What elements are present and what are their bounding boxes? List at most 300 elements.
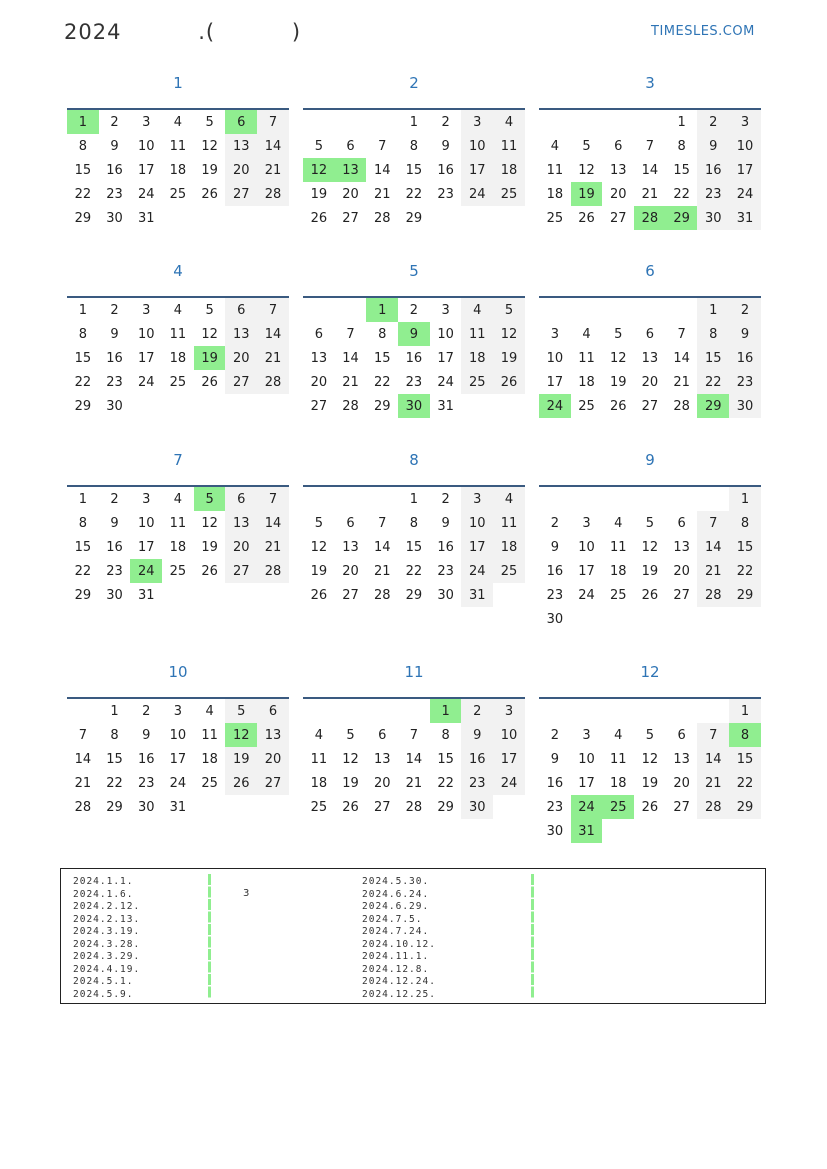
day-cell: 2 (729, 298, 761, 322)
day-cell: 8 (729, 511, 761, 535)
day-cell: 14 (342, 350, 359, 366)
day-cell: 12 (201, 515, 218, 531)
day-cell: 27 (225, 370, 257, 394)
month-title: 3 (645, 74, 655, 92)
day-cell: 18 (578, 374, 595, 390)
day-cell: 4 (582, 326, 591, 342)
holiday-date: 2024.3.19. (73, 926, 141, 937)
day-cell: 13 (225, 134, 257, 158)
day-cell: 14 (74, 751, 92, 767)
day-cell: 24 (137, 186, 155, 202)
day-cell: 16 (437, 162, 454, 178)
day-cell: 29 (437, 799, 454, 815)
day-cell: 7 (346, 326, 355, 342)
day-cell: 17 (461, 535, 493, 559)
day-cell: 1 (409, 491, 419, 507)
month-title: 12 (640, 663, 660, 681)
day-cell: 27 (673, 799, 690, 815)
day-cell: 24 (461, 182, 493, 206)
day-cell: 18 (493, 535, 525, 559)
month-grid (539, 108, 761, 230)
empty-cell (571, 699, 603, 723)
day-cell: 9 (110, 515, 119, 531)
month-grid (67, 296, 289, 418)
day-cell: 22 (729, 771, 761, 795)
day-cell: 29 (697, 394, 729, 418)
page-title: 2024 .( ) (64, 20, 302, 44)
day-cell: 12 (342, 751, 359, 767)
day-cell: 27 (342, 587, 359, 603)
day-cell: 29 (373, 398, 391, 414)
day-cell: 18 (201, 751, 218, 767)
day-cell: 18 (169, 162, 187, 178)
day-cell: 14 (257, 134, 289, 158)
day-cell: 9 (697, 134, 729, 158)
day-cell: 9 (110, 138, 119, 154)
day-cell: 26 (342, 799, 359, 815)
day-cell: 23 (106, 563, 123, 579)
month-title: 6 (645, 262, 655, 280)
day-cell: 4 (173, 491, 183, 507)
holiday-date: 2024.1.1. (73, 876, 134, 887)
day-cell: 7 (78, 727, 87, 743)
day-cell: 6 (614, 138, 623, 154)
day-cell: 12 (641, 539, 659, 555)
day-cell: 7 (378, 138, 387, 154)
day-cell: 27 (373, 799, 391, 815)
day-cell: 26 (201, 374, 218, 390)
day-cell: 5 (205, 114, 214, 130)
day-cell: 9 (441, 138, 450, 154)
day-cell: 9 (110, 326, 119, 342)
day-cell: 21 (257, 158, 289, 182)
day-cell: 6 (378, 727, 387, 743)
day-cell: 30 (697, 206, 729, 230)
day-cell: 18 (461, 346, 493, 370)
day-cell: 5 (314, 515, 323, 531)
day-cell: 20 (257, 747, 289, 771)
day-cell: 16 (729, 346, 761, 370)
empty-cell (666, 487, 698, 511)
day-cell: 1 (67, 110, 99, 134)
day-cell: 10 (137, 515, 155, 531)
day-cell: 8 (78, 515, 87, 531)
day-cell: 29 (729, 583, 761, 607)
day-cell: 16 (405, 350, 423, 366)
day-cell: 2 (441, 114, 450, 130)
day-cell: 27 (641, 398, 659, 414)
day-cell: 15 (106, 751, 123, 767)
day-cell: 15 (373, 350, 391, 366)
day-cell: 17 (137, 539, 155, 555)
day-cell: 21 (697, 559, 729, 583)
month-grid (303, 296, 525, 418)
day-cell: 23 (437, 186, 454, 202)
empty-cell (634, 487, 666, 511)
day-cell: 30 (137, 799, 155, 815)
day-cell: 7 (257, 298, 289, 322)
day-cell: 14 (641, 162, 659, 178)
day-cell: 19 (342, 775, 359, 791)
holiday-date: 2024.12.24. (362, 976, 436, 987)
day-cell: 12 (493, 322, 525, 346)
day-cell: 1 (697, 298, 729, 322)
day-cell: 22 (74, 374, 92, 390)
day-cell: 24 (461, 559, 493, 583)
day-cell: 25 (169, 186, 187, 202)
holiday-date: 2024.3.29. (73, 951, 141, 962)
day-cell: 4 (173, 114, 183, 130)
day-cell: 21 (641, 186, 659, 202)
day-cell: 31 (137, 587, 155, 603)
day-cell: 27 (310, 398, 328, 414)
day-cell: 1 (729, 487, 761, 511)
day-cell: 11 (609, 751, 627, 767)
day-cell: 26 (578, 210, 595, 226)
day-cell: 10 (493, 723, 525, 747)
holiday-date: 2024.7.24. (362, 926, 430, 937)
day-cell: 27 (342, 210, 359, 226)
day-cell: 19 (225, 747, 257, 771)
day-cell: 24 (493, 771, 525, 795)
day-cell: 31 (729, 206, 761, 230)
day-cell: 17 (169, 751, 187, 767)
day-cell: 6 (225, 487, 257, 511)
holiday-date: 2024.5.1. (73, 976, 134, 987)
day-cell: 24 (137, 374, 155, 390)
day-cell: 24 (571, 795, 603, 819)
day-cell: 2 (697, 110, 729, 134)
day-cell: 22 (106, 775, 123, 791)
day-cell: 19 (641, 775, 659, 791)
day-cell: 18 (493, 158, 525, 182)
day-cell: 18 (546, 186, 564, 202)
day-cell: 25 (609, 587, 627, 603)
day-cell: 3 (142, 114, 151, 130)
day-cell: 28 (673, 398, 690, 414)
day-cell: 24 (729, 182, 761, 206)
day-cell: 1 (729, 699, 761, 723)
day-cell: 24 (169, 775, 187, 791)
day-cell: 27 (609, 210, 627, 226)
day-cell: 30 (546, 611, 564, 627)
month-title: 5 (409, 262, 419, 280)
day-cell: 12 (225, 723, 257, 747)
day-cell: 23 (546, 587, 564, 603)
day-cell: 15 (405, 162, 423, 178)
day-cell: 14 (373, 539, 391, 555)
day-cell: 28 (257, 370, 289, 394)
day-cell: 13 (225, 322, 257, 346)
day-cell: 31 (137, 210, 155, 226)
day-cell: 15 (697, 346, 729, 370)
day-cell: 10 (461, 511, 493, 535)
day-cell: 8 (729, 723, 761, 747)
day-cell: 14 (697, 747, 729, 771)
day-cell: 8 (409, 515, 419, 531)
day-cell: 11 (493, 511, 525, 535)
empty-cell (303, 487, 335, 511)
day-cell: 8 (697, 322, 729, 346)
holiday-date: 2024.5.9. (73, 988, 134, 1000)
day-cell: 4 (493, 487, 525, 511)
empty-cell (335, 298, 367, 322)
day-cell: 28 (697, 583, 729, 607)
day-cell: 13 (609, 162, 627, 178)
holiday-date: 2024.12.25. (362, 988, 436, 1000)
day-cell: 6 (257, 699, 289, 723)
day-cell: 26 (201, 563, 218, 579)
holiday-marker-bar-left (208, 874, 211, 999)
day-cell: 4 (550, 138, 559, 154)
day-cell: 10 (169, 727, 187, 743)
day-cell: 2 (110, 114, 119, 130)
day-cell: 29 (106, 799, 123, 815)
day-cell: 14 (373, 162, 391, 178)
day-cell: 26 (641, 587, 659, 603)
day-cell: 17 (437, 350, 454, 366)
day-cell: 26 (201, 186, 218, 202)
day-cell: 25 (461, 370, 493, 394)
day-cell: 8 (110, 727, 119, 743)
day-cell: 7 (257, 487, 289, 511)
brand-logo-link[interactable]: TIMESLES.COM (651, 24, 755, 39)
day-cell: 30 (437, 587, 454, 603)
holiday-date: 2024.2.13. (73, 913, 141, 925)
day-cell: 9 (729, 322, 761, 346)
day-cell: 23 (106, 186, 123, 202)
day-cell: 17 (137, 162, 155, 178)
day-cell: 15 (405, 539, 423, 555)
holiday-date: 2024.6.29. (362, 901, 430, 912)
day-cell: 15 (729, 747, 761, 771)
day-cell: 18 (310, 775, 328, 791)
day-cell: 1 (677, 114, 686, 130)
day-cell: 12 (201, 326, 218, 342)
day-cell: 1 (110, 703, 119, 719)
day-cell: 20 (673, 775, 690, 791)
day-cell: 3 (461, 110, 493, 134)
day-cell: 7 (697, 723, 729, 747)
holiday-marker-bar-right (531, 874, 534, 999)
day-cell: 21 (405, 775, 423, 791)
day-cell: 16 (437, 539, 454, 555)
month-grid (67, 485, 289, 607)
day-cell: 2 (550, 515, 559, 531)
day-cell: 4 (461, 298, 493, 322)
day-cell: 6 (314, 326, 323, 342)
day-cell: 14 (405, 751, 423, 767)
day-cell: 17 (546, 374, 564, 390)
holiday-legend (60, 868, 766, 1004)
empty-cell (666, 699, 698, 723)
day-cell: 11 (578, 350, 595, 366)
day-cell: 3 (582, 727, 591, 743)
day-cell: 25 (546, 210, 564, 226)
day-cell: 11 (609, 539, 627, 555)
day-cell: 29 (74, 587, 92, 603)
day-cell: 28 (373, 210, 391, 226)
empty-cell (335, 699, 367, 723)
month-grid (303, 108, 525, 230)
day-cell: 22 (405, 563, 423, 579)
empty-cell (697, 487, 729, 511)
day-cell: 5 (614, 326, 623, 342)
day-cell: 17 (493, 747, 525, 771)
day-cell: 1 (409, 114, 419, 130)
day-cell: 27 (257, 771, 289, 795)
day-cell: 2 (409, 302, 419, 318)
day-cell: 20 (225, 158, 257, 182)
day-cell: 20 (609, 186, 627, 202)
month-grid (67, 697, 289, 819)
holiday-date: 2024.12.8. (362, 963, 430, 975)
holiday-list-left (73, 876, 140, 1001)
empty-cell (602, 487, 634, 511)
day-cell: 30 (106, 587, 123, 603)
day-cell: 22 (74, 563, 92, 579)
day-cell: 25 (310, 799, 328, 815)
day-cell: 26 (225, 771, 257, 795)
day-cell: 22 (437, 775, 454, 791)
holiday-list-right (362, 876, 436, 1001)
day-cell: 31 (437, 398, 454, 414)
day-cell: 10 (578, 539, 595, 555)
day-cell: 20 (641, 374, 659, 390)
day-cell: 11 (461, 322, 493, 346)
day-cell: 19 (641, 563, 659, 579)
month-title: 10 (168, 663, 188, 681)
day-cell: 23 (697, 182, 729, 206)
empty-cell (303, 110, 335, 134)
day-cell: 28 (373, 587, 391, 603)
day-cell: 6 (645, 326, 655, 342)
day-cell: 7 (697, 511, 729, 535)
day-cell: 25 (578, 398, 595, 414)
day-cell: 11 (201, 727, 218, 743)
day-cell: 3 (142, 491, 151, 507)
day-cell: 21 (697, 771, 729, 795)
day-cell: 11 (169, 138, 187, 154)
day-cell: 16 (546, 775, 564, 791)
month-grid (539, 697, 761, 843)
day-cell: 17 (578, 563, 595, 579)
day-cell: 11 (493, 134, 525, 158)
empty-cell (539, 298, 571, 322)
day-cell: 3 (550, 326, 559, 342)
day-cell: 7 (378, 515, 387, 531)
day-cell: 4 (173, 302, 183, 318)
empty-cell (571, 487, 603, 511)
empty-cell (335, 487, 367, 511)
day-cell: 23 (137, 775, 155, 791)
day-cell: 10 (437, 326, 454, 342)
month-grid (539, 296, 761, 418)
holiday-date: 2024.10.12. (362, 938, 436, 950)
day-cell: 9 (550, 539, 559, 555)
day-cell: 15 (437, 751, 454, 767)
day-cell: 9 (142, 727, 151, 743)
day-cell: 13 (673, 751, 690, 767)
day-cell: 18 (169, 539, 187, 555)
empty-cell (398, 699, 430, 723)
day-cell: 9 (550, 751, 559, 767)
day-cell: 8 (441, 727, 450, 743)
day-cell: 25 (201, 775, 218, 791)
day-cell: 16 (106, 350, 123, 366)
day-cell: 20 (225, 535, 257, 559)
month-title: 7 (173, 451, 183, 469)
day-cell: 31 (169, 799, 187, 815)
day-cell: 4 (314, 727, 323, 743)
holiday-date: 2024.7.5. (362, 913, 423, 925)
day-cell: 4 (614, 727, 623, 743)
month-title: 9 (645, 451, 655, 469)
day-cell: 13 (373, 751, 391, 767)
day-cell: 6 (677, 515, 686, 531)
day-cell: 27 (225, 182, 257, 206)
day-cell: 3 (173, 703, 183, 719)
day-cell: 28 (74, 799, 92, 815)
day-cell: 18 (609, 775, 627, 791)
empty-cell (571, 298, 603, 322)
empty-cell (634, 110, 666, 134)
day-cell: 2 (550, 727, 559, 743)
day-cell: 21 (74, 775, 92, 791)
day-cell: 18 (169, 350, 187, 366)
day-cell: 22 (673, 186, 690, 202)
day-cell: 19 (571, 182, 603, 206)
day-cell: 16 (546, 563, 564, 579)
day-cell: 9 (461, 723, 493, 747)
day-cell: 6 (346, 515, 355, 531)
day-cell: 3 (441, 302, 450, 318)
empty-cell (634, 298, 666, 322)
day-cell: 25 (602, 795, 634, 819)
day-cell: 12 (201, 138, 218, 154)
day-cell: 19 (493, 346, 525, 370)
day-cell: 15 (729, 535, 761, 559)
day-cell: 5 (194, 487, 226, 511)
day-cell: 17 (461, 158, 493, 182)
month-grid (539, 485, 761, 631)
day-cell: 16 (697, 158, 729, 182)
day-cell: 5 (582, 138, 591, 154)
holiday-date: 2024.2.12. (73, 901, 141, 912)
day-cell: 1 (366, 298, 398, 322)
day-cell: 5 (346, 727, 355, 743)
holiday-date: 2024.5.30. (362, 876, 430, 887)
day-cell: 16 (106, 539, 123, 555)
empty-cell (602, 699, 634, 723)
day-cell: 21 (257, 535, 289, 559)
day-cell: 23 (546, 799, 564, 815)
day-cell: 19 (194, 346, 226, 370)
day-cell: 12 (578, 162, 595, 178)
day-cell: 17 (729, 158, 761, 182)
day-cell: 12 (303, 158, 335, 182)
day-cell: 26 (310, 587, 328, 603)
day-cell: 16 (461, 747, 493, 771)
day-cell: 29 (729, 795, 761, 819)
holiday-note: 3 (243, 888, 250, 899)
day-cell: 15 (74, 162, 92, 178)
day-cell: 2 (461, 699, 493, 723)
day-cell: 11 (310, 751, 328, 767)
day-cell: 13 (342, 539, 359, 555)
day-cell: 28 (697, 795, 729, 819)
day-cell: 16 (106, 162, 123, 178)
